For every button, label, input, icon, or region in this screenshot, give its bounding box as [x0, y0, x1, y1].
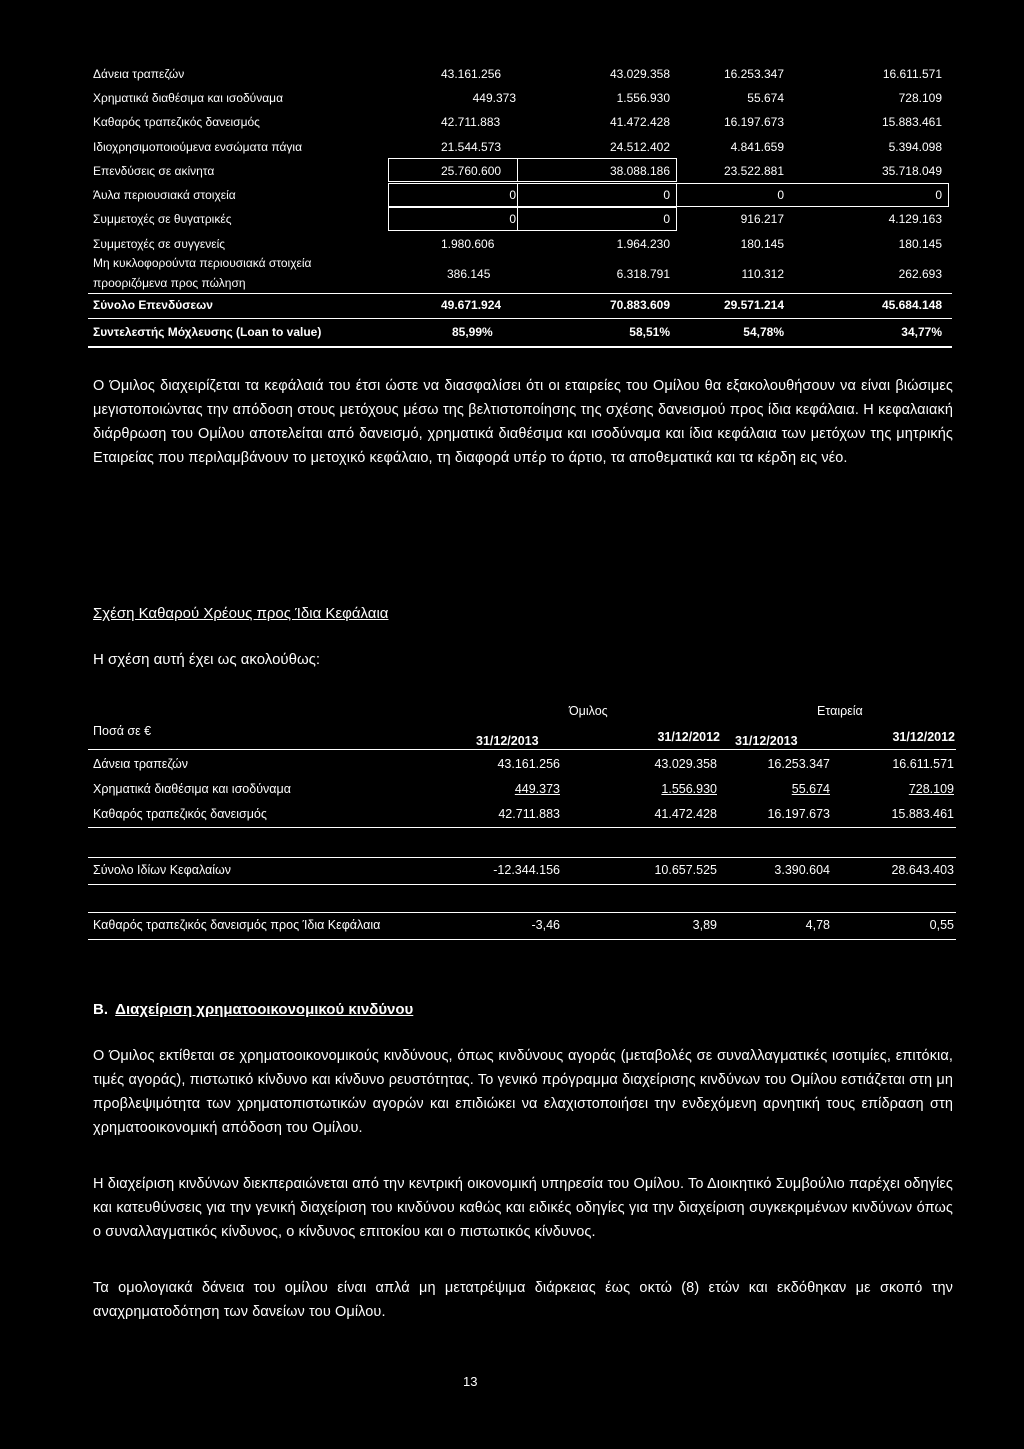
- cell: 262.693: [898, 267, 942, 281]
- cell: 0: [777, 188, 784, 202]
- cell: 29.571.214: [723, 298, 784, 312]
- row-label-equity: Σύνολο Ιδίων Κεφαλαίων: [93, 863, 232, 877]
- paragraph-risk-management: Η διαχείριση κινδύνων διεκπεραιώνεται από την κεντρική οικονομική υπηρεσία του Ομίλου. Το Διοικητικό Συμβούλιο παρέχει οδηγίες και κατευθύνσεις για την γενική διαχείριση του κινδύνου καθώς και ειδικές οδηγίες για την διαχείριση συγκεκριμένων κινδύνων όπως ο συναλλαγματικός κίνδυνος, ο κίνδυνος επιτοκίου και ο πιστωτικός κίνδυνος.: [93, 1176, 953, 1240]
- cell: 25.760.600: [441, 164, 502, 178]
- cell: 42.711.883: [498, 807, 560, 821]
- cell: 43.161.256: [441, 67, 502, 81]
- row-label: Άυλα περιουσιακά στοιχεία: [93, 188, 236, 202]
- cell: 1.964.230: [616, 237, 670, 251]
- rule: [88, 912, 956, 913]
- rule: [88, 857, 956, 858]
- cell: 1.556.930: [616, 91, 670, 105]
- cell-box: [388, 183, 518, 207]
- cell: 4,78: [805, 918, 830, 932]
- row-label: Δάνεια τραπεζών: [93, 757, 189, 771]
- cell-box: [517, 158, 677, 182]
- cell: 3.390.604: [774, 863, 830, 877]
- cell: 70.883.609: [609, 298, 670, 312]
- cell: 0: [509, 188, 516, 202]
- cell: 16.611.571: [882, 67, 942, 81]
- row-label: Μη κυκλοφορούντα περιουσιακά στοιχεία: [93, 256, 312, 270]
- cell: 4.841.659: [730, 140, 784, 154]
- cell: 43.029.358: [609, 67, 670, 81]
- section-b-heading: [93, 1001, 413, 1018]
- rule: [88, 884, 956, 885]
- cell: 16.253.347: [767, 757, 830, 771]
- cell: 45.684.148: [881, 298, 942, 312]
- date-header: 31/12/2013: [735, 734, 798, 748]
- cell: 16.611.571: [892, 757, 954, 771]
- cell: 34,77%: [901, 325, 942, 339]
- row-label-ratio: Καθαρός τραπεζικός δανεισμός προς Ίδια Κεφάλαια: [93, 918, 381, 932]
- cell: 42.711.883: [441, 115, 501, 129]
- cell: 5.394.098: [888, 140, 942, 154]
- cell: 35.718.049: [881, 164, 942, 178]
- row-label: Χρηματικά διαθέσιμα και ισοδύναμα: [93, 782, 291, 796]
- cell: -12.344.156: [493, 863, 560, 877]
- row-label: Καθαρός τραπεζικός δανεισμός: [93, 807, 267, 821]
- section-intro: Η σχέση αυτή έχει ως ακολούθως:: [93, 651, 321, 668]
- cell: 49.671.924: [441, 298, 502, 312]
- cell: 0: [663, 212, 670, 226]
- cell: 1.980.606: [441, 237, 495, 251]
- cell: 386.145: [447, 267, 491, 281]
- cell: 43.161.256: [497, 757, 560, 771]
- cell: 16.197.673: [767, 807, 830, 821]
- cell: 180.145: [898, 237, 942, 251]
- cell: 6.318.791: [616, 267, 670, 281]
- date-header: 31/12/2012: [657, 730, 720, 744]
- page-number: 13: [463, 1374, 478, 1389]
- cell: -3,46: [531, 918, 560, 932]
- cell: 449.373: [472, 91, 516, 105]
- cell-box: [517, 183, 677, 207]
- rule: [88, 346, 952, 348]
- cell-box: [388, 158, 518, 182]
- cell: 15.883.461: [891, 807, 954, 821]
- cell-box: [517, 207, 677, 231]
- cell: 38.088.186: [609, 164, 670, 178]
- date-header: 31/12/2013: [476, 734, 539, 748]
- date-header: 31/12/2012: [892, 730, 955, 744]
- rule: [88, 293, 952, 294]
- cell: 85,99%: [452, 325, 493, 339]
- section-b-prefix: Β.: [93, 1001, 108, 1018]
- cell: 41.472.428: [609, 115, 670, 129]
- cell: 110.312: [741, 267, 784, 281]
- cell: 55.674: [791, 782, 830, 796]
- cell: 728.109: [908, 782, 954, 796]
- cell: 4.129.163: [888, 212, 942, 226]
- section-b-title: Διαχείριση χρηματοοικονομικού κινδύνου: [115, 1001, 414, 1018]
- amounts-label: Ποσά σε €: [93, 724, 152, 738]
- cell: 24.512.402: [609, 140, 670, 154]
- rule: [88, 827, 956, 828]
- paragraph-risk: Ο Όμιλος εκτίθεται σε χρηματοοικονομικούς κινδύνους, όπως κινδύνους αγοράς (μεταβολές σε συναλλαγματικές ισοτιμίες, επιτόκια, τιμές αγοράς), πιστωτικό κίνδυνο και κίνδυνο ρευστότητας. Το γενικό πρόγραμμα διαχείρισης κινδύνων του Ομίλου εστιάζεται στη μη προβλεψιμότητα των χρηματοπιστωτικών αγορών και επιδιώκει να ελαχιστοποιήσει την ενδεχόμενη αρνητική τους επίδραση στη χρηματοοικονομική απόδοση του Ομίλου.: [93, 1048, 953, 1136]
- rule: [88, 939, 956, 940]
- cell: 28.643.403: [891, 863, 954, 877]
- cell: 0,55: [929, 918, 954, 932]
- group-header: Όμιλος: [569, 704, 608, 718]
- cell: 728.109: [898, 91, 942, 105]
- row-label: Δάνεια τραπεζών: [93, 67, 185, 81]
- row-label: Χρηματικά διαθέσιμα και ισοδύναμα: [93, 91, 284, 105]
- cell: 3,89: [692, 918, 717, 932]
- row-label: Συμμετοχές σε θυγατρικές: [93, 212, 232, 226]
- row-label: Συμμετοχές σε συγγενείς: [93, 237, 226, 251]
- section-title: Σχέση Καθαρού Χρέους προς Ίδια Κεφάλαια: [93, 605, 389, 622]
- rule: [88, 318, 952, 319]
- row-label: Καθαρός τραπεζικός δανεισμός: [93, 115, 260, 129]
- company-header: Εταιρεία: [817, 704, 863, 718]
- cell-box: [677, 183, 949, 207]
- row-label: Επενδύσεις σε ακίνητα: [93, 164, 215, 178]
- cell-box: [388, 207, 518, 231]
- cell: 16.197.673: [723, 115, 784, 129]
- cell: 43.029.358: [654, 757, 717, 771]
- cell: 54,78%: [743, 325, 784, 339]
- cell: 916.217: [740, 212, 784, 226]
- paragraph-capital-management: Ο Όμιλος διαχειρίζεται τα κεφάλαιά του έτσι ώστε να διασφαλίσει ότι οι εταιρείες του Ομίλου θα εξακολουθήσουν να είναι βιώσιμες μεγιστοποιώντας την απόδοση στους μετόχους μέσω της βελτιστοποίησης της σχέσης δανεισμού προς ίδια κεφάλαια. Η κεφαλαιακή διάρθρωση του Ομίλου αποτελείται από δανεισμό, χρηματικά διαθέσιμα και ισοδύναμα και ίδια κεφάλαια των μετόχων της μητρικής Εταιρείας που περιλαμβάνουν το μετοχικό κεφάλαιο, τη διαφορά υπέρ το άρτιο, τα αποθεματικά και τα κέρδη εις νέο.: [93, 378, 953, 466]
- cell: 15.883.461: [881, 115, 942, 129]
- cell: 41.472.428: [654, 807, 717, 821]
- row-label-total: Σύνολο Επενδύσεων: [93, 298, 213, 312]
- cell: 180.145: [740, 237, 784, 251]
- cell: 0: [509, 212, 516, 226]
- cell: 10.657.525: [654, 863, 717, 877]
- cell: 23.522.881: [723, 164, 784, 178]
- cell: 449.373: [514, 782, 560, 796]
- cell: 55.674: [747, 91, 784, 105]
- row-label: Ιδιοχρησιμοποιούμενα ενσώματα πάγια: [93, 140, 303, 154]
- cell: 1.556.930: [661, 782, 717, 796]
- rule: [88, 749, 956, 750]
- paragraph-bonds: Τα ομολογιακά δάνεια του ομίλου είναι απλά μη μετατρέψιμα διάρκειας έως οκτώ (8) ετών και εκδόθηκαν με σκοπό την αναχρηματοδότηση των δανείων του Ομίλου.: [93, 1280, 953, 1320]
- cell: 16.253.347: [723, 67, 784, 81]
- row-label: προοριζόμενα προς πώληση: [93, 276, 246, 290]
- cell: 0: [663, 188, 670, 202]
- row-label-ltv: Συντελεστής Μόχλευσης (Loan to value): [93, 325, 322, 339]
- cell: 58,51%: [629, 325, 670, 339]
- cell: 21.544.573: [441, 140, 502, 154]
- cell: 0: [935, 188, 942, 202]
